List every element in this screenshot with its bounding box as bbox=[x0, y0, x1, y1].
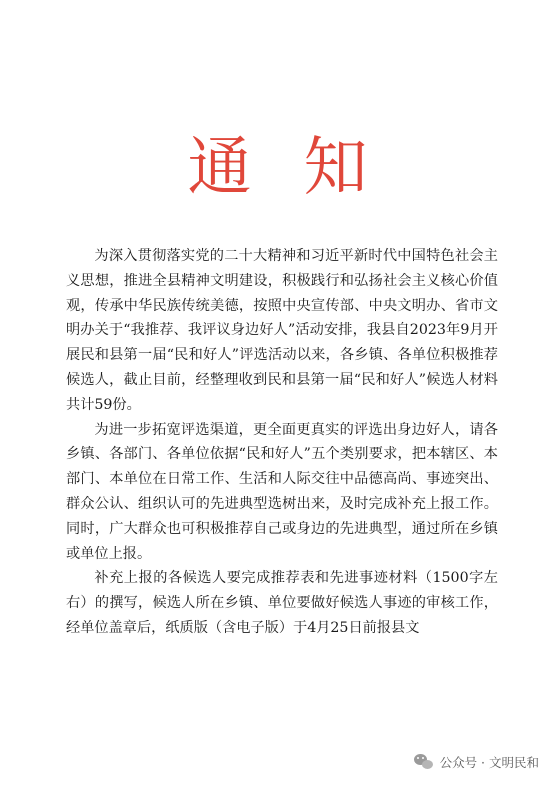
watermark bbox=[414, 753, 539, 771]
notice-body bbox=[66, 244, 498, 641]
watermark-text: 公众号 · 文明民和 bbox=[439, 755, 539, 770]
notice-title: 通知 bbox=[187, 131, 420, 205]
paragraph-1: 为深入贯彻落实党的二十大精神和习近平新时代中国特色社会主义思想，推进全县精神文明建设，积极践行和弘扬社会主义核心价值观，传承中华民族传统美德，按照中央宣传部、中央文明办、省市文明办关于“我推荐、我评议身边好人”活动安排，我县自2023年9月开展民和县第一届“民和好人”评选活动以来，各乡镇、各单位积极推荐候选人，截止目前，经整理收到民和县第一届“民和好人”候选人材料共计59份。 bbox=[66, 248, 498, 413]
paragraph-3: 补充上报的各候选人要完成推荐表和先进事迹材料（1500字左右）的撰写，候选人所在乡镇、单位要做好候选人事迹的审核工作，经单位盖章后，纸质版（含电子版）于4月25日前报县文 bbox=[66, 570, 498, 636]
wechat-icon bbox=[414, 754, 434, 770]
paragraph-2: 为进一步拓宽评选渠道，更全面更真实的评选出身边好人，请各乡镇、各部门、各单位依据“民和好人”五个类别要求，把本辖区、本部门、本单位在日常工作、生活和人际交往中品德高尚、事迹突出、群众公认、组织认可的先进典型选树出来，及时完成补充上报工作。同时，广大群众也可积极推荐自己或身边的先进典型，通过所在乡镇或单位上报。 bbox=[66, 421, 498, 562]
